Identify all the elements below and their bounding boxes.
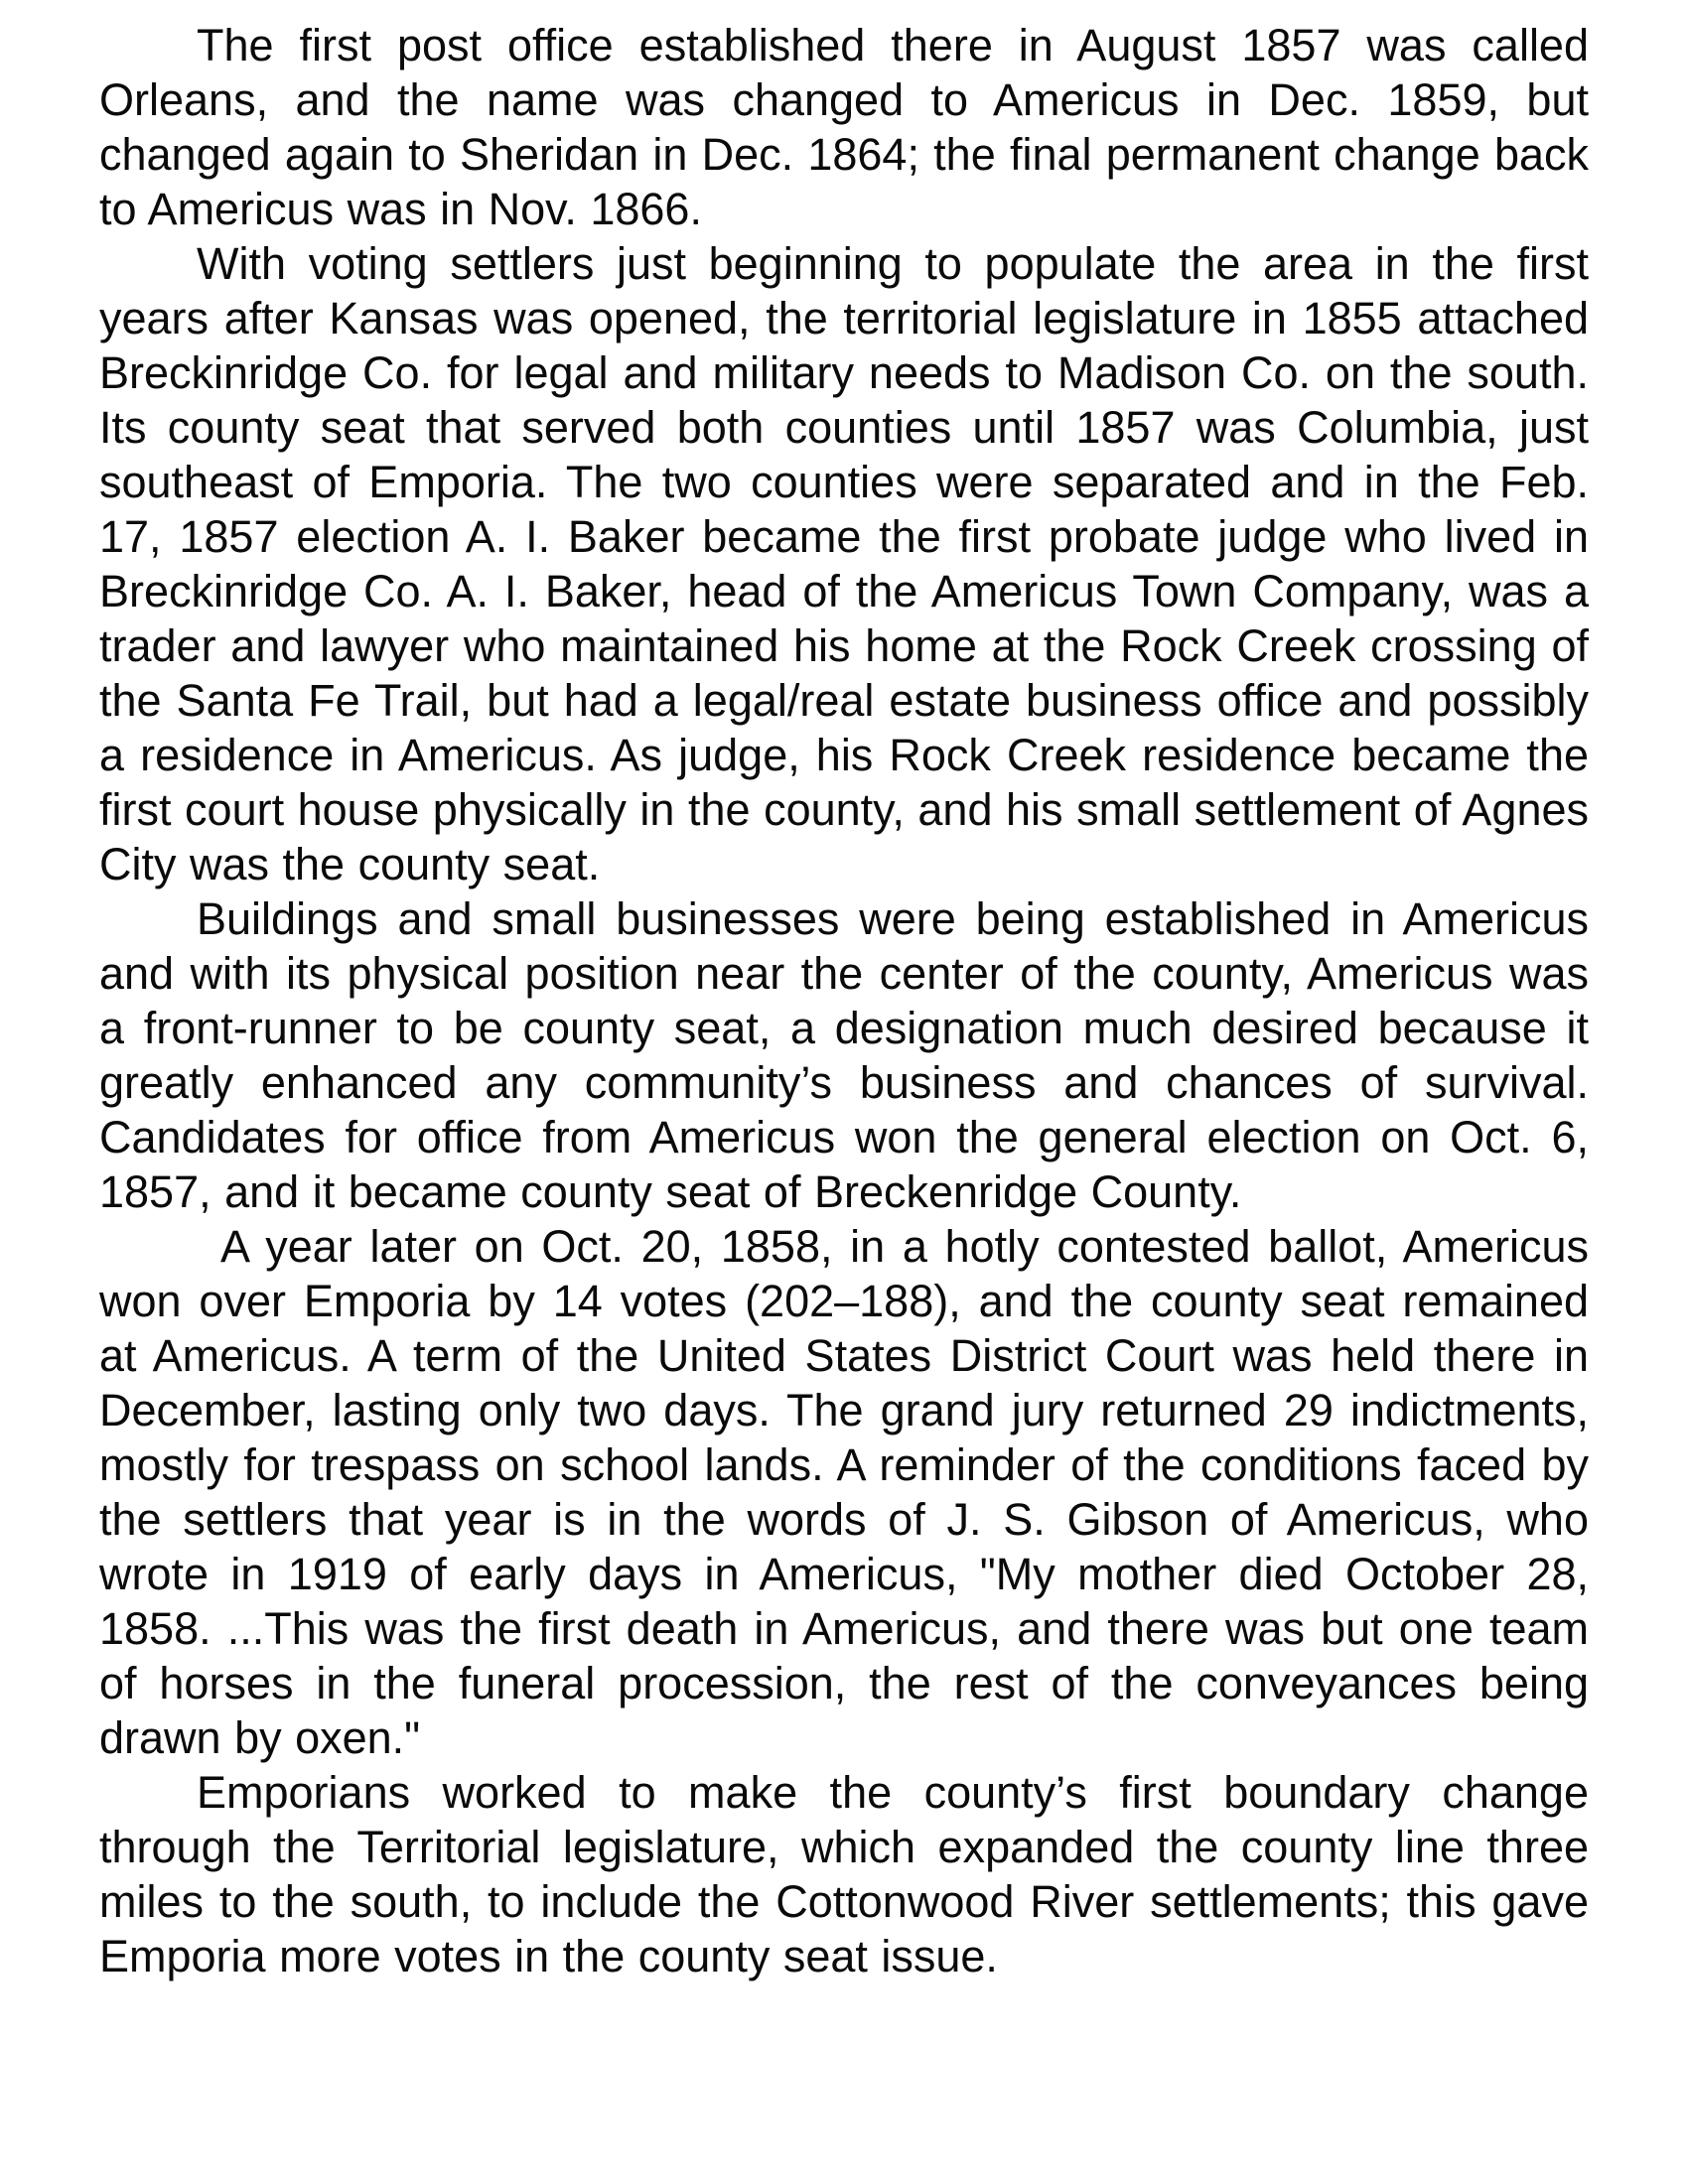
paragraph-territorial-legislature: With voting settlers just beginning to populate the area in the first years after Kansas was opened, the territorial legislature in 1855 attached Breckinridge Co. for legal and military needs to Madison Co. on the south. Its county seat that served both counties until 1857 was Columbia, just southeast of Emporia. The two counties were separated and in the Feb. 17, 1857 election A. I. Baker became the first probate judge who lived in Breckinridge Co. A. I. Baker, head of the Americus Town Company, was a trader and lawyer who maintained his home at the Rock Creek crossing of the Santa Fe Trail, but had a legal/real estate business office and possibly a residence in Americus. As judge, his Rock Creek residence became the first court house physically in the county, and his small settlement of Agnes City was the county seat. [99, 238, 1589, 889]
paragraph-county-seat-election: Buildings and small businesses were being established in Americus and with its physical position near the center of the county, Americus was a front-runner to be county seat, a designation much desired because it greatly enhanced any community’s business and chances of survival. Candidates for office from Americus won the general election on Oct. 6, 1857, and it became county seat of Breckenridge County. [99, 893, 1589, 1217]
paragraph-1858-ballot-and-gibson-quote: A year later on Oct. 20, 1858, in a hotly contested ballot, Americus won over Emporia by 14 votes (202–188), and the county seat remained at Americus. A term of the United States District Court was held there in December, lasting only two days. The grand jury returned 29 indictments, mostly for trespass on school lands. A reminder of the conditions faced by the settlers that year is in the words of J. S. Gibson of Americus, who wrote in 1919 of early days in Americus, "My mother died October 28, 1858. ...This was the first death in Americus, and there was but one team of horses in the funeral procession, the rest of the conveyances being drawn by oxen." [99, 1221, 1589, 1763]
paragraph-post-office-history: The first post office established there in August 1857 was called Orleans, and the name was changed to Americus in Dec. 1859, but changed again to Sheridan in Dec. 1864; the final permanent change back to Americus was in Nov. 1866. [99, 20, 1589, 234]
paragraph-emporians-boundary-change: Emporians worked to make the county’s first boundary change through the Territorial legislature, which expanded the county line three miles to the south, to include the Cottonwood River settlements; this gave Emporia more votes in the county seat issue. [99, 1767, 1589, 1981]
